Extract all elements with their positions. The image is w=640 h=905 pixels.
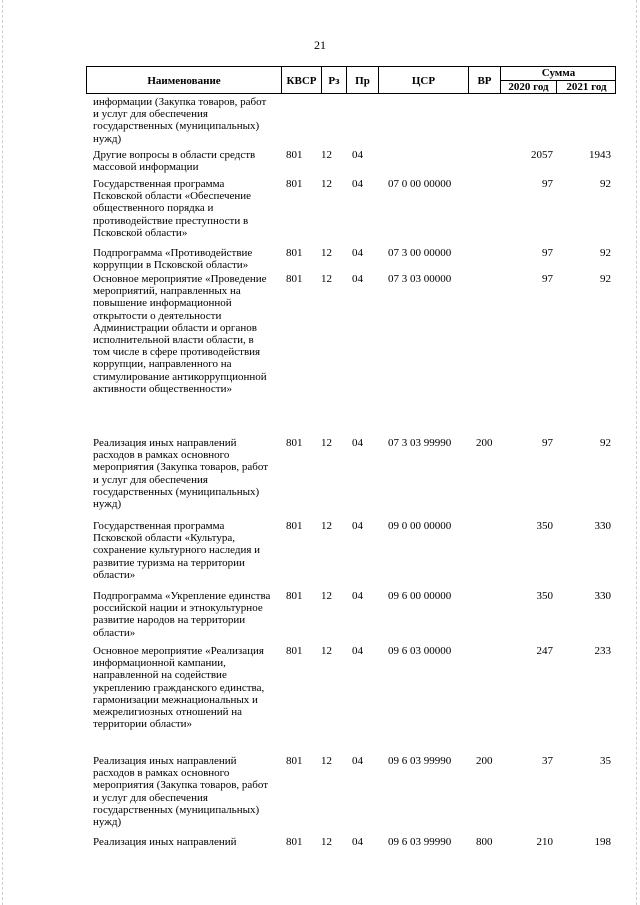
- cell-csr: 09 6 03 99990: [388, 755, 452, 767]
- cell-s2021: 1943: [589, 149, 611, 161]
- cell-s2020: 97: [542, 273, 553, 285]
- cell-name: Реализация иных направлений расходов в рамках основного мероприятия (Закупка товаров, работ и услуг для обеспечения государственных (муниципальных) нужд): [93, 437, 269, 511]
- cell-rz: 12: [321, 178, 332, 190]
- cell-name: Государственная программа Псковской области «Обеспечение общественного порядка и противодействие преступности в Псковской области»: [93, 178, 252, 239]
- cell-name: информации (Закупка товаров, работ и услуг для обеспечения государственных (муниципальных) нужд): [93, 96, 267, 145]
- header-name: Наименование: [86, 67, 281, 94]
- cell-s2021: 92: [600, 178, 611, 190]
- cell-csr: 07 3 03 99990: [388, 437, 452, 449]
- cell-pr: 04: [352, 836, 363, 848]
- cell-kvsr: 801: [286, 755, 303, 767]
- cell-rz: 12: [321, 520, 332, 532]
- cell-vr: 800: [476, 836, 493, 848]
- scan-edge-right: [636, 0, 638, 905]
- cell-pr: 04: [352, 273, 363, 285]
- cell-name: Государственная программа Псковской области «Культура, сохранение культурного наследия и развитие туризма на территории области»: [93, 520, 261, 581]
- cell-pr: 04: [352, 755, 363, 767]
- cell-rz: 12: [321, 590, 332, 602]
- cell-rz: 12: [321, 836, 332, 848]
- cell-s2020: 97: [542, 437, 553, 449]
- cell-s2020: 37: [542, 755, 553, 767]
- page-number: 21: [314, 38, 326, 52]
- cell-s2020: 210: [536, 836, 553, 848]
- cell-pr: 04: [352, 178, 363, 190]
- cell-rz: 12: [321, 755, 332, 767]
- cell-rz: 12: [321, 437, 332, 449]
- cell-kvsr: 801: [286, 178, 303, 190]
- cell-s2021: 92: [600, 247, 611, 259]
- cell-kvsr: 801: [286, 247, 303, 259]
- cell-rz: 12: [321, 273, 332, 285]
- cell-csr: 09 0 00 00000: [388, 520, 452, 532]
- header-year-2020: 2020 год: [501, 80, 557, 94]
- cell-name: Другие вопросы в области средств массовой информации: [93, 149, 256, 174]
- cell-kvsr: 801: [286, 149, 303, 161]
- cell-rz: 12: [321, 247, 332, 259]
- cell-s2020: 97: [542, 178, 553, 190]
- cell-name: Реализация иных направлений расходов в рамках основного мероприятия (Закупка товаров, работ и услуг для обеспечения государственных (муниципальных) нужд): [93, 755, 269, 829]
- cell-kvsr: 801: [286, 437, 303, 449]
- cell-s2021: 35: [600, 755, 611, 767]
- header-kvsr: КВСР: [281, 67, 321, 94]
- cell-s2021: 330: [594, 590, 611, 602]
- cell-rz: 12: [321, 149, 332, 161]
- header-csr: ЦСР: [378, 67, 468, 94]
- cell-pr: 04: [352, 149, 363, 161]
- header-year-2021: 2021 год: [566, 81, 607, 93]
- cell-s2020: 350: [536, 520, 553, 532]
- cell-csr: 09 6 03 99990: [388, 836, 452, 848]
- header-pr: Пр: [346, 67, 378, 94]
- cell-vr: 200: [476, 755, 493, 767]
- cell-s2021: 330: [594, 520, 611, 532]
- cell-s2021: 92: [600, 437, 611, 449]
- cell-name: Основное мероприятие «Проведение мероприятий, направленных на повышение информационной открытости о деятельности Администрации области и органов исполнительной власти области, в том числе в сфере противодействия коррупции, направленного на стимулирование антикоррупционной активности общественности»: [93, 273, 267, 395]
- cell-pr: 04: [352, 520, 363, 532]
- cell-name: Подпрограмма «Противодействие коррупции в Псковской области»: [93, 247, 253, 272]
- cell-name: Реализация иных направлений: [93, 836, 237, 848]
- cell-pr: 04: [352, 247, 363, 259]
- cell-csr: 07 3 00 00000: [388, 247, 452, 259]
- cell-csr: 07 3 03 00000: [388, 273, 452, 285]
- header-sum: Сумма: [501, 67, 616, 81]
- scan-edge-left: [2, 0, 4, 905]
- cell-s2021: 233: [594, 645, 611, 657]
- cell-name: Основное мероприятие «Реализация информационной кампании, направленной на содействие укреплению гражданского единства, гармонизации межнациональных и межрелигиозных отношений на территории области»: [93, 645, 265, 731]
- cell-s2021: 198: [594, 836, 611, 848]
- cell-s2020: 97: [542, 247, 553, 259]
- cell-rz: 12: [321, 645, 332, 657]
- cell-pr: 04: [352, 645, 363, 657]
- cell-csr: 09 6 03 00000: [388, 645, 452, 657]
- cell-kvsr: 801: [286, 645, 303, 657]
- header-rz: Рз: [321, 67, 346, 94]
- cell-csr: 07 0 00 00000: [388, 178, 452, 190]
- cell-kvsr: 801: [286, 520, 303, 532]
- cell-s2021: 92: [600, 273, 611, 285]
- cell-pr: 04: [352, 590, 363, 602]
- cell-kvsr: 801: [286, 273, 303, 285]
- cell-kvsr: 801: [286, 590, 303, 602]
- header-vr: ВР: [468, 67, 500, 94]
- cell-s2020: 350: [536, 590, 553, 602]
- cell-csr: 09 6 00 00000: [388, 590, 452, 602]
- cell-pr: 04: [352, 437, 363, 449]
- table-header: [86, 66, 616, 94]
- cell-kvsr: 801: [286, 836, 303, 848]
- cell-s2020: 247: [536, 645, 553, 657]
- header-sum-group: [500, 67, 616, 94]
- cell-vr: 200: [476, 437, 493, 449]
- cell-name: Подпрограмма «Укрепление единства российской нации и этнокультурное развитие народов на территории области»: [93, 590, 271, 639]
- cell-s2020: 2057: [531, 149, 553, 161]
